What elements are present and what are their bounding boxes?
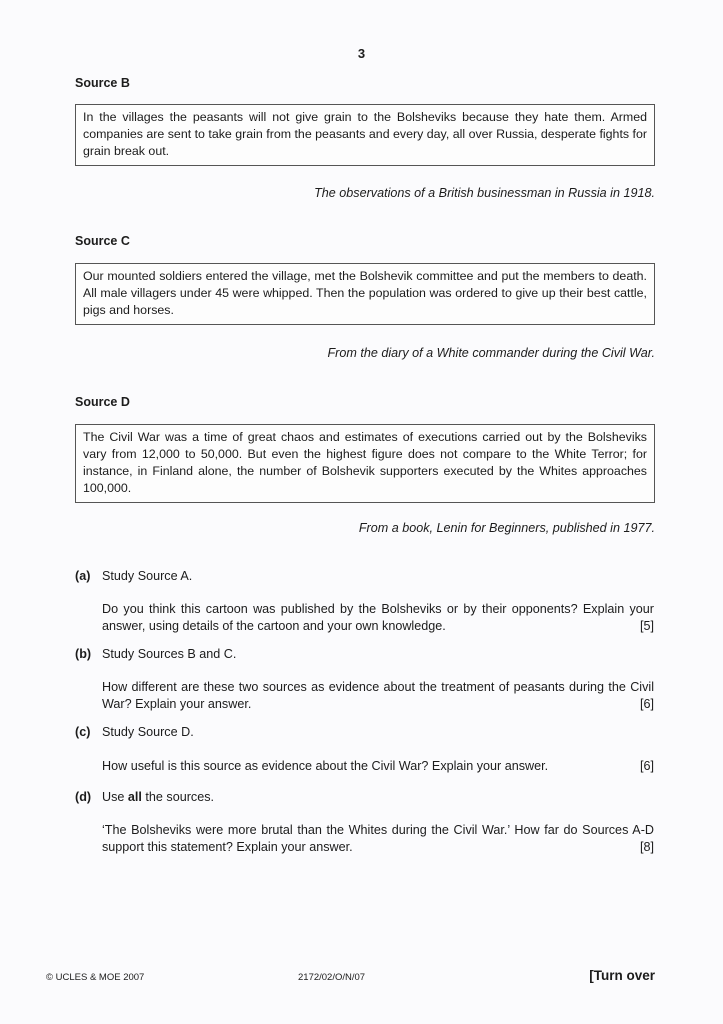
page-number: 3 [357,46,366,61]
question-c-label: (c) [75,725,91,739]
question-d-marks: [8] [639,840,654,854]
question-c-text: How useful is this source as evidence about the Civil War? Explain your answer. [102,759,549,773]
question-c-instruction: Study Source D. [102,725,194,739]
question-d-instruction-post: the sources. [141,790,215,804]
question-b-label: (b) [75,647,92,661]
source-b-box [75,104,655,166]
source-b-heading: Source B [75,76,130,90]
question-a-body [102,601,654,635]
source-c-heading: Source C [75,234,130,248]
question-d-instruction [102,790,214,804]
source-b-attribution: The observations of a British businessman in Russia in 1918. [314,186,655,200]
question-b-body [102,679,654,713]
question-c-body [102,758,654,775]
source-d-heading: Source D [75,395,130,409]
question-d-instruction-pre: Use [102,790,128,804]
source-c-text: Our mounted soldiers entered the village, met the Bolshevik committee and put the members to death. All male villagers under 45 were whipped. Then the population was ordered to give up their best cattle, pigs and horses. [83,269,647,317]
source-d-attribution: From a book, Lenin for Beginners, published in 1977. [358,521,655,535]
source-d-text: The Civil War was a time of great chaos and estimates of executions carried out by the Bolsheviks vary from 12,000 to 50,000. But even the highest figure does not compare to the White Terror; for instance, in Finland alone, the number of Bolshevik supporters executed by the Whites approaches 100,000. [83,430,647,495]
question-d-label: (d) [75,790,92,804]
question-b-marks: [6] [639,697,654,711]
footer-turn-over: [Turn over [589,968,655,983]
question-d-instruction-bold: all [127,790,142,804]
source-d-box [75,424,655,503]
source-c-attribution: From the diary of a White commander during the Civil War. [327,346,655,360]
question-b-text: How different are these two sources as evidence about the treatment of peasants during the Civil War? Explain your answer. [102,680,654,711]
question-d-body [102,822,654,856]
footer-paper-code: 2172/02/O/N/07 [298,972,366,983]
footer-copyright: © UCLES & MOE 2007 [46,972,145,983]
source-b-text: In the villages the peasants will not give grain to the Bolsheviks because they hate them. Armed companies are sent to take grain from the peasants and every day, all over Russia, desperate fights for grain break out. [83,110,647,158]
question-a-marks: [5] [639,619,654,633]
question-c-marks: [6] [639,759,654,773]
question-b-instruction: Study Sources B and C. [102,647,237,661]
question-a-text: Do you think this cartoon was published by the Bolsheviks or by their opponents? Explain your answer, using details of the cartoon and your own knowledge. [102,602,654,633]
source-c-box [75,263,655,325]
question-a-instruction: Study Source A. [102,569,193,583]
question-a-label: (a) [75,569,91,583]
question-d-text: ‘The Bolsheviks were more brutal than the Whites during the Civil War.’ How far do Sources A-D support this statement? Explain your answer. [102,823,654,854]
